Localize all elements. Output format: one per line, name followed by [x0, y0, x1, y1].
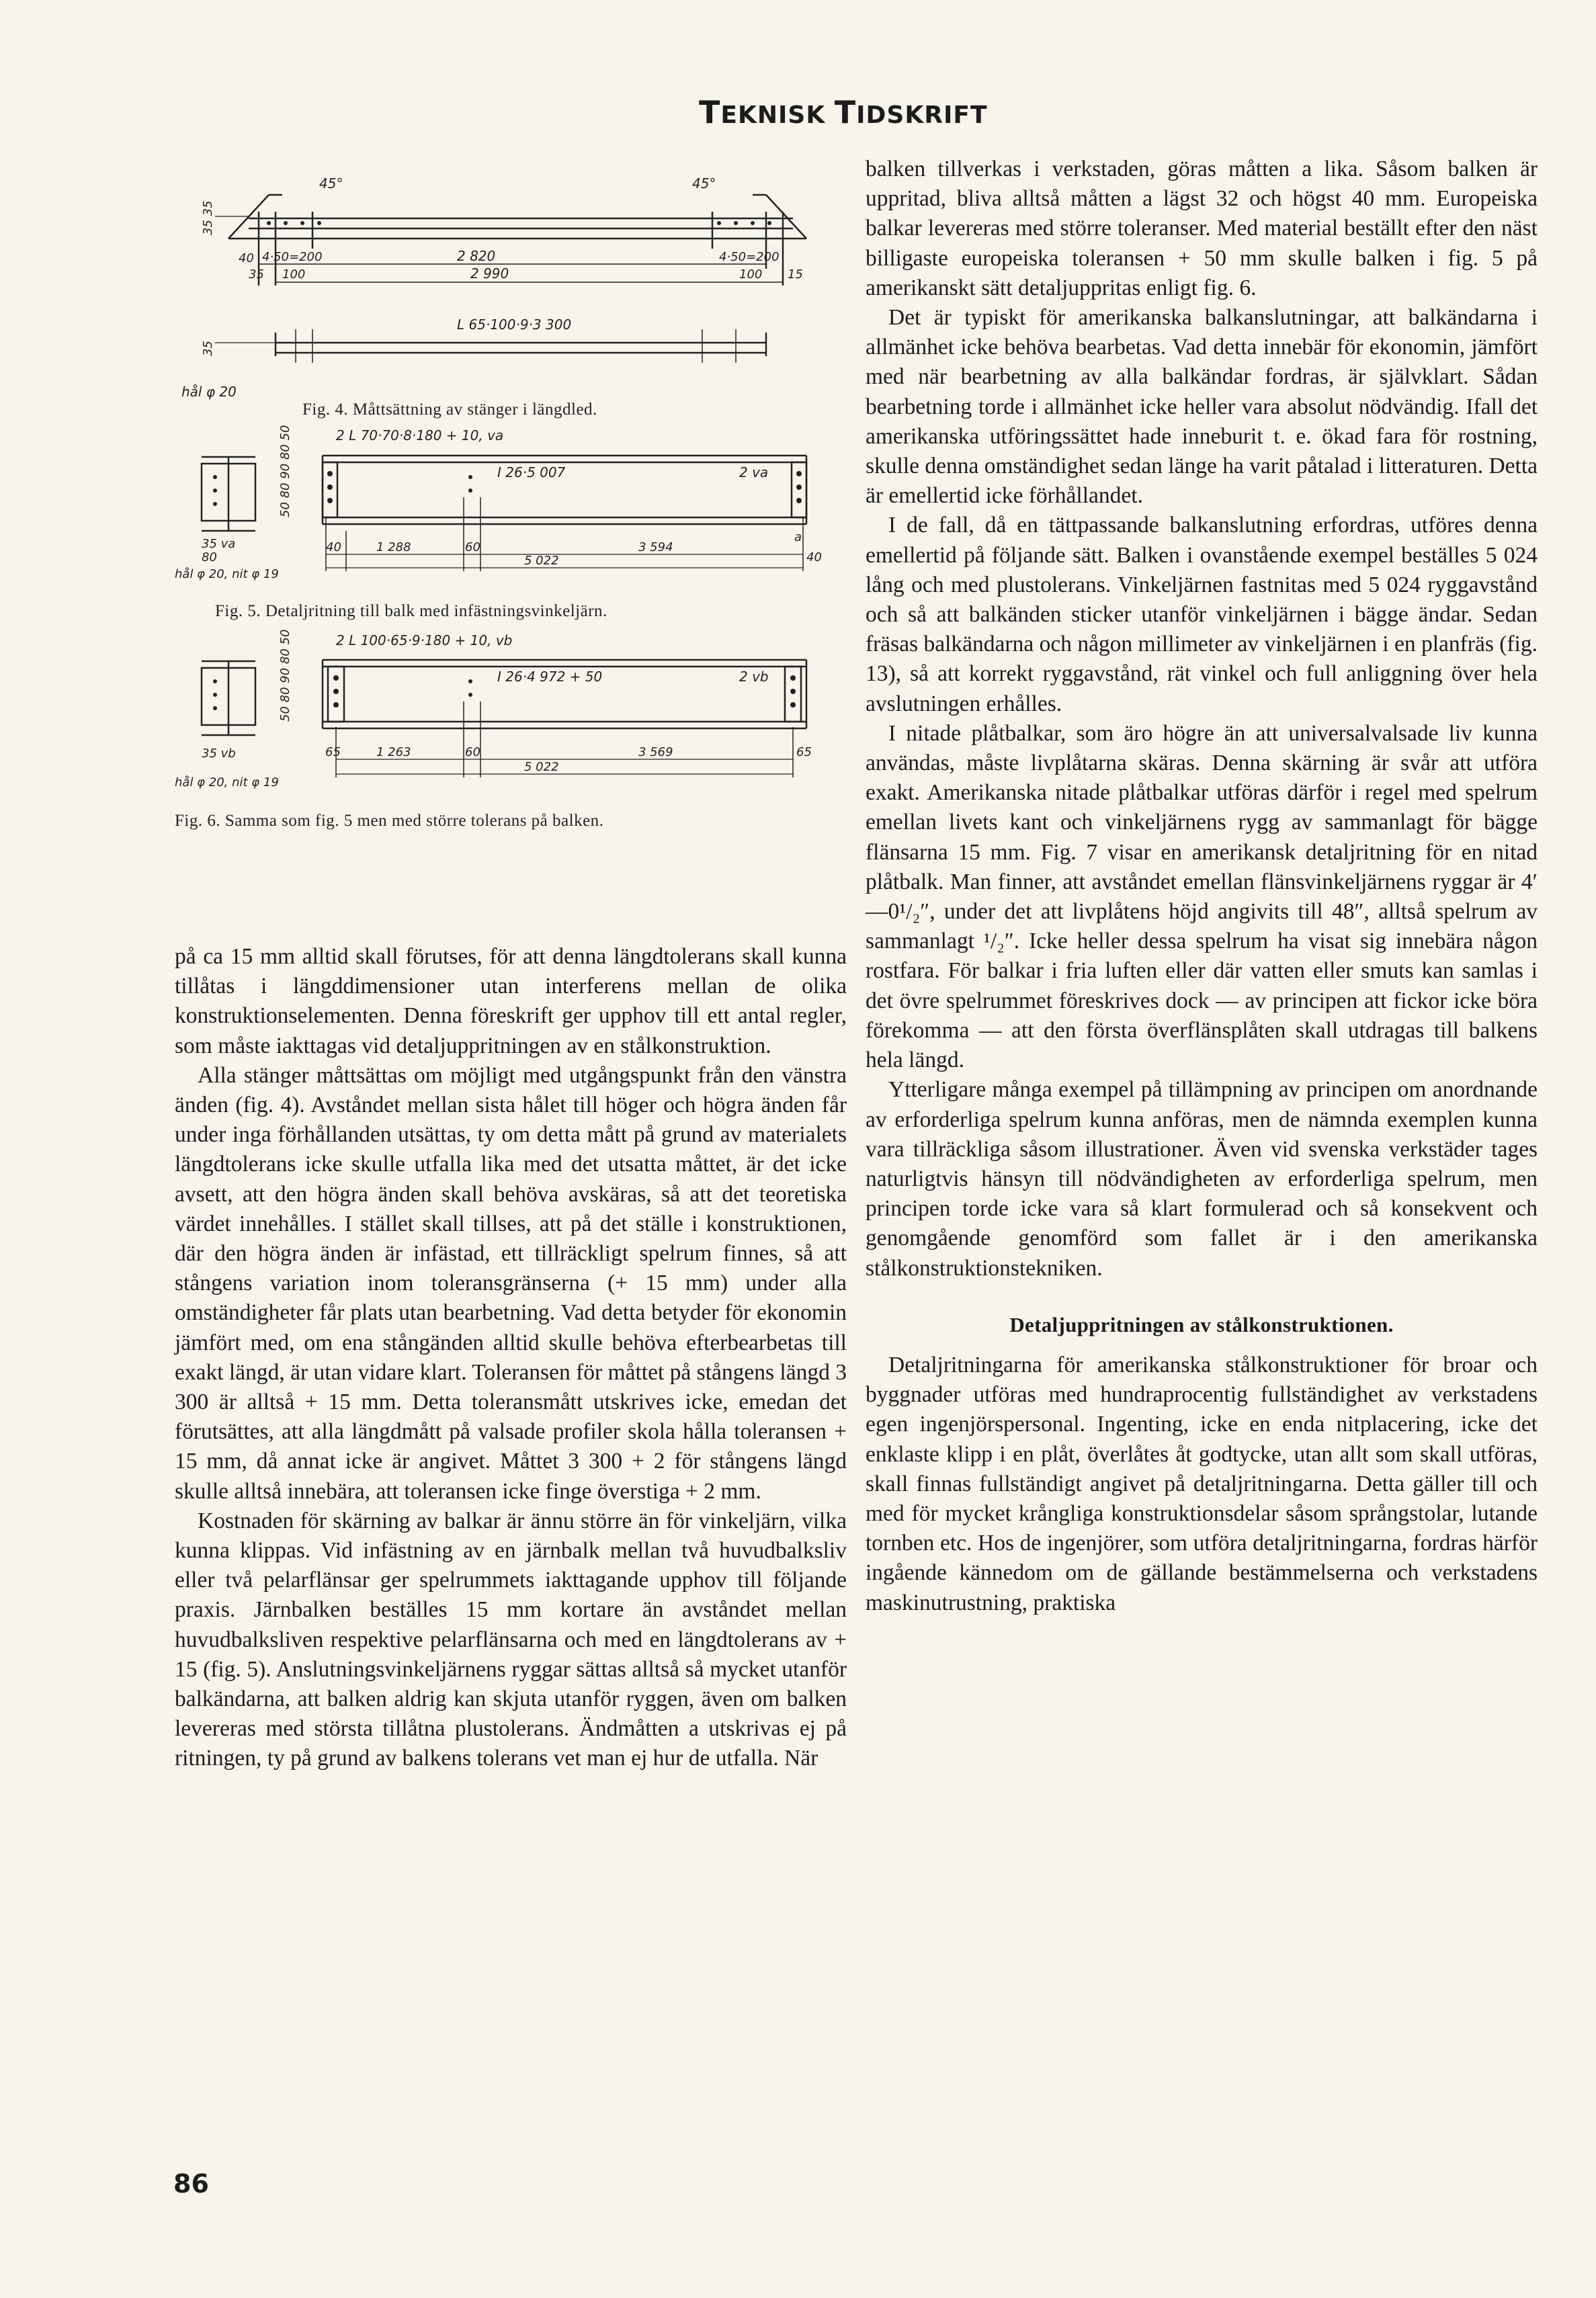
fig4-dim-100-right: 100: [739, 267, 763, 282]
fig4-dim-4x50-left: 4·50=200: [262, 250, 323, 264]
fig4-angle-left: 45°: [319, 175, 343, 192]
right-paragraph-2: Det är typiskt för amerikanska balkanslutningar, att balkändarna i allmänhet icke behöva bearbetas. Vad detta innebär för ekonomin, jämfört med när bearbetning av alla balkändar fordras, är självklart. Sådan bearbetning torde i allmänhet icke heller vara absolut nödvändig. Ifall det amerikanska utföringssättet hade inneburit t. e. ökad fara för rostning, skulle denna omständighet sedan länge ha varit påtalad i litteraturen. Detta är emellertid icke förhållandet.: [866, 305, 1538, 509]
right-paragraph-3: I de fall, då en tättpassande balkanslutning erfordras, utföres denna emellertid på följande sätt. Balken i ovanstående exempel beställes 5 024 lång och med plustolerans. Vinkeljärnen fastnitas med 5 024 ryggavstånd och så att balkänden sticker utanför vinkeljärnen i bägge ändar. Sedan fräsas balkändarna och någon millimeter av vinkeljärnen i en planfräs (fig. 13), så att korrekt ryggavstånd, rät vinkel och full anliggning över hela avslutningen erhålles.: [866, 513, 1538, 716]
fig4-dim-35-35: 35 35: [201, 200, 215, 235]
fig5-mark: 2 va: [739, 464, 769, 480]
fig5-hole: hål φ 20, nit φ 19: [175, 567, 279, 581]
fig5-left-80: 80: [202, 550, 217, 564]
page-number: 86: [173, 2169, 209, 2199]
fig6-caption: Fig. 6. Samma som fig. 5 men med större tolerans på balken.: [175, 812, 604, 830]
fig6-d60: 60: [465, 745, 480, 759]
fig4-angle-right: 45°: [692, 175, 716, 192]
fig6-drawing: [175, 626, 847, 806]
fig6-d65r: 65: [796, 745, 812, 759]
journal-header: TEKNISK TIDSKRIFT: [699, 94, 988, 130]
fig5-beam-label: I 26·5 007: [497, 464, 566, 480]
figure-4: [175, 155, 847, 419]
fig6-top-label: 2 L 100·65·9·180 + 10, vb: [336, 632, 513, 648]
fig5-va: 35 va: [202, 537, 236, 551]
fig4-dim-40: 40: [239, 251, 254, 265]
fig6-d3569: 3 569: [638, 745, 673, 759]
fig4-caption: Fig. 4. Måttsättning av stänger i längdled.: [302, 400, 597, 419]
right-paragraph-5: Ytterligare många exempel på tillämpning av principen om anordnande av erforderliga spelrum kunna anföras, men de nämnda exemplen kunna vara tillräckliga såsom illustrationer. Även vid svenska verkstäder tages naturligtvis hänsyn till nödvändigheten av erforderliga spelrum, men principen torde icke vara så klart formulerad och så konsekvent och genomgående genomförd som fallet är i den amerikanska stålkonstruktionstekniken.: [866, 1077, 1538, 1281]
fig5-d40: 40: [326, 540, 341, 554]
fig6-hole: hål φ 20, nit φ 19: [175, 775, 279, 790]
fig4-dim-2820: 2 820: [457, 248, 496, 264]
fig5-d1288: 1 288: [376, 540, 411, 554]
left-column: [175, 942, 847, 1774]
left-paragraph-2: Alla stänger måttsättas om möjligt med utgångspunkt från den vänstra änden (fig. 4). Avståndet mellan sista hålet till höger och högra änden får under inga förhållanden utsättas, ty om detta mått på grund av materialets längdtolerans icke skulle utfalla lika med det utsatta måttet, är det icke avsett, att den högra änden skall behöva avskäras, så att det teoretiska värdet innehålles. I stället skall tillses, att på det ställe i konstruktionen, där den högra änden är infästad, ett tillräckligt spelrum finnes, så att stångens variation inom toleransgränserna (+ 15 mm) under alla omständigheter får plats utan bearbetning. Vad detta betyder för ekonomin jämfört med, om ena stångänden alltid skulle behöva efterbearbetas till exakt längd, är utan vidare klart. Toleransen för måttet på stångens längd 3 300 är alltså + 15 mm. Detta toleransmått utskrives icke, emedan det förutsättes, att alla längdmått på valsade profiler skola hålla toleransen + 15 mm, då annat icke är angivet. Måttet 3 300 + 2 för stångens längd skulle alltså innebära, att toleransen icke finge överstiga + 2 mm.: [175, 1062, 847, 1504]
fig6-vb: 35 vb: [202, 747, 236, 761]
fig5-d60: 60: [465, 540, 480, 554]
right-paragraph-1: balken tillverkas i verkstaden, göras måtten a lika. Såsom balken är uppritad, bliva alltså måtten a lägst 32 och högst 40 mm. Europeiska balkar levereras med större toleranser. Med material beställt efter den näst billigaste europeiska toleransen + 50 mm skulle balken i fig. 5 på amerikanskt sätt detaljuppritas enligt fig. 6.: [866, 157, 1538, 300]
fig6-d1263: 1 263: [376, 745, 411, 759]
fig4-dim-35: 35: [249, 267, 264, 282]
fig4-dim-100-left: 100: [282, 267, 306, 282]
fig5-da: a: [794, 530, 802, 544]
fig5-drawing: [175, 423, 847, 597]
fig4-dim-15: 15: [788, 267, 803, 282]
figure-6: [175, 626, 847, 831]
fig5-d40r: 40: [806, 550, 822, 564]
fig4-dim-35b: 35: [201, 341, 215, 356]
figures-area: [175, 155, 847, 831]
fig6-left-dims: 50 80 90 80 50: [278, 629, 292, 722]
right-paragraph-4: I nitade plåtbalkar, som äro högre än att universalvalsade liv kunna användas, måste livplåtarna skäras. Denna skärning är svår att utföra exakt. Amerikanska nitade plåtbalkar utföras därför i regel med spelrum emellan livets kant och vinkeljärnens rygg av sammanlagt för bägge flänsarna 15 mm. Fig. 7 visar en amerikansk detaljritning för en nitad plåtbalk. Man finner, att avståndet emellan flänsvinkeljärnens ryggar är 4′—0¹/₂″, under det att livplåtens höjd angivits till 48″, alltså spelrum av sammanlagt ¹/₂″. Icke heller dessa spelrum ha visat sig innebära någon rostfara. För balkar i fria luften eller där vatten eller smuts kan samlas i det övre spelrummet föreskrives dock — av principen att fickor icke böra förekomma — att den första överflänsplåten skall utdragas till balkens hela längd.: [866, 720, 1538, 1073]
right-column: [866, 155, 1538, 1618]
fig4-drawing: [175, 155, 847, 403]
fig6-d65: 65: [325, 745, 341, 759]
fig5-top-label: 2 L 70·70·8·180 + 10, va: [336, 427, 504, 443]
fig4-dim-2990: 2 990: [470, 265, 509, 282]
fig5-d5022: 5 022: [524, 554, 559, 568]
fig4-dim-4x50-right: 4·50=200: [719, 250, 780, 264]
fig6-d5022: 5 022: [524, 760, 559, 774]
fig5-d3594: 3 594: [638, 540, 673, 554]
fig5-left-dims: 50 80 90 80 50: [278, 425, 292, 517]
right-paragraph-6: Detaljritningarna för amerikanska stålkonstruktioner för broar och byggnader utföras med hundraprocentig fullständighet av verkstadens egen ingenjörspersonal. Ingenting, icke en enda nitplacering, icke det enklaste klipp i en plåt, överlåtes åt godtycke, utan allt som skall utföras, skall finnas fullständigt angivet på detaljritningarna. Detta gäller till och med för mycket krångliga konstruktionsdelar såsom språngstolar, lutande tornben etc. Hos de ingenjörer, som utföra detaljritningarna, fordras härför ingående kännedom om de gällande bestämmelserna och verkstadens maskinutrustning, praktiska: [866, 1352, 1538, 1615]
fig6-beam-label: I 26·4 972 + 50: [497, 669, 603, 685]
section-heading: Detaljuppritningen av stålkonstruktionen.: [1009, 1312, 1394, 1336]
fig4-hole: hål φ 20: [181, 384, 237, 400]
fig6-mark: 2 vb: [739, 669, 769, 685]
fig4-profile: L 65·100·9·3 300: [457, 316, 572, 333]
left-paragraph-1: på ca 15 mm alltid skall förutses, för att denna längdtolerans skall kunna tillåtas i längddimensioner utan interferens mellan de olika konstruktionselementen. Denna föreskrift ger upphov till ett antal regler, som måste iakttagas vid detaljuppritningen av en stålkonstruktion.: [175, 944, 847, 1058]
left-paragraph-3: Kostnaden för skärning av balkar är ännu större än för vinkeljärn, vilka kunna klippas. Vid infästning av en järnbalk mellan två huvudbalksliv eller två pelarflänsar ger spelrummets iakttagande upphov till följande praxis. Järnbalken beställes 15 mm kortare än avståndet mellan huvudbalksliven respektive pelarflänsarna och med en längdtolerans av + 15 (fig. 5). Anslutningsvinkeljärnens ryggar sättas alltså så mycket utanför balkändarna, att balken aldrig kan skjuta utanför ryggen, även om balken levereras med största tillåtna plustolerans. Ändmåtten a utskrivas ej på ritningen, ty på grund av balkens tolerans vet man ej hur de utfalla. När: [175, 1508, 847, 1771]
fig5-caption: Fig. 5. Detaljritning till balk med infästningsvinkeljärn.: [215, 602, 607, 620]
figure-5: [175, 423, 847, 621]
